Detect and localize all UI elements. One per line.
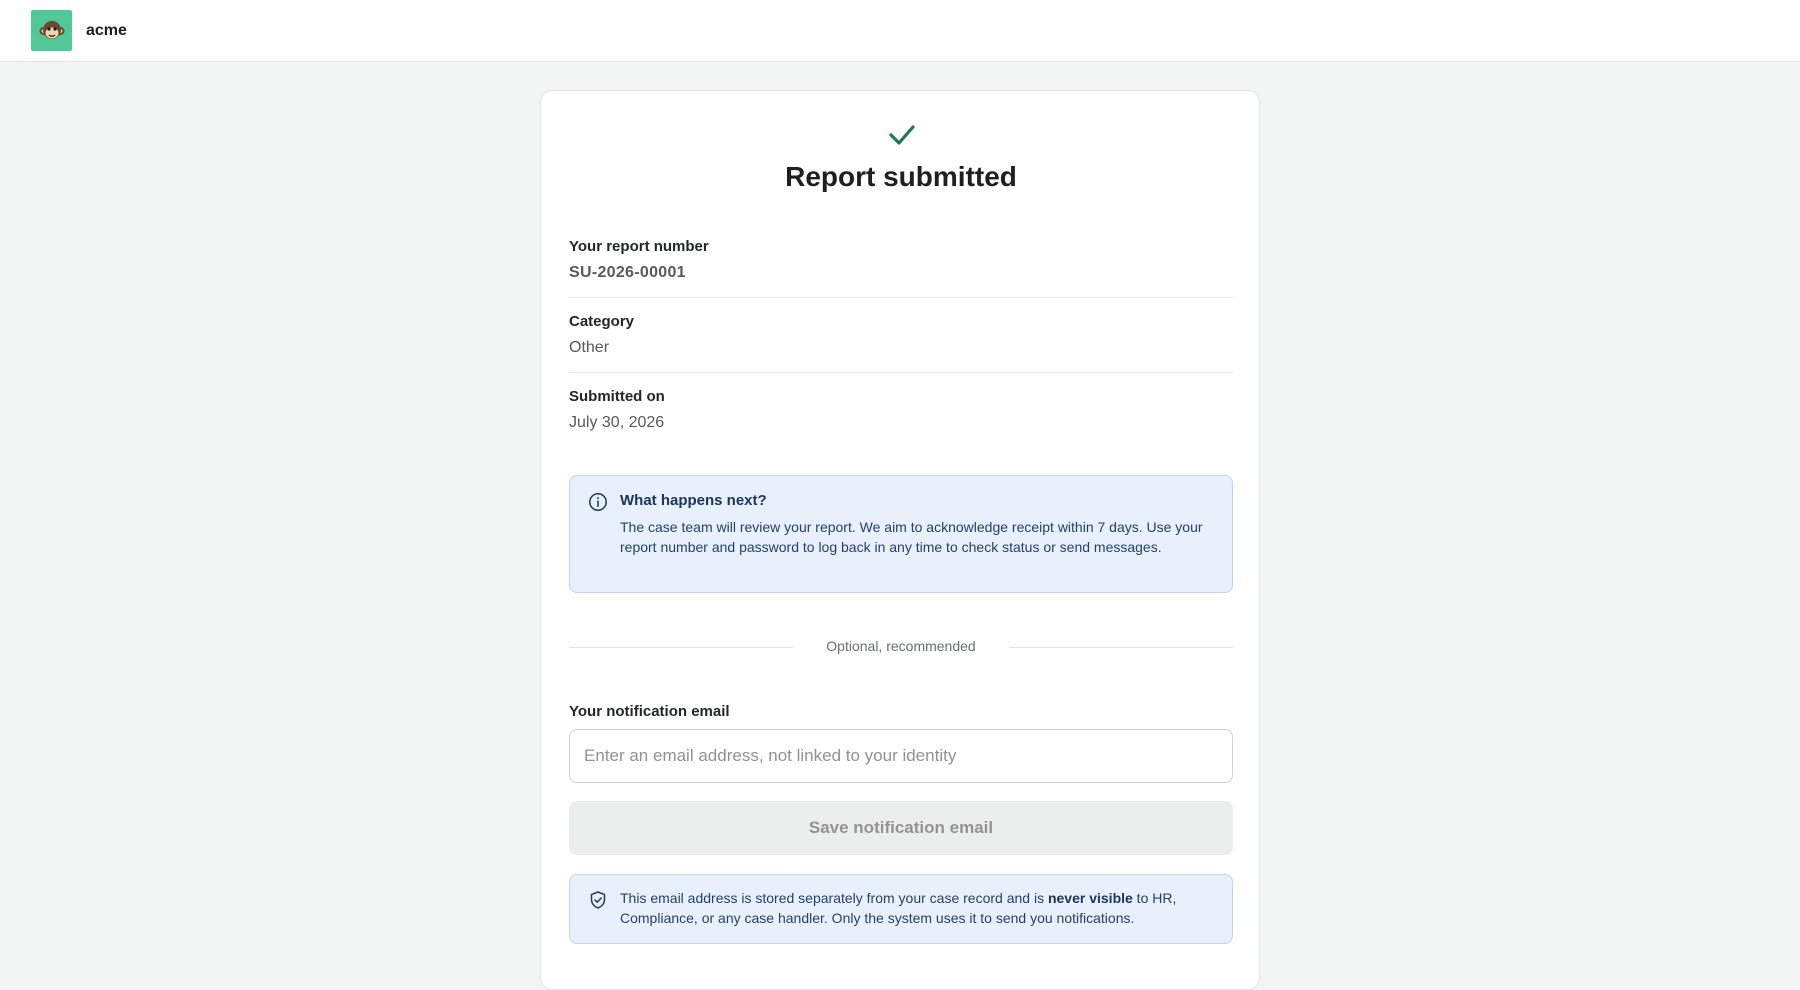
privacy-notice [569,874,1233,944]
submitted-on-value: July 30, 2026 [569,414,665,431]
report-number-value: SU-2026-00001 [569,264,686,281]
next-steps-title: What happens next? [620,492,767,509]
top-bar [0,0,1800,62]
privacy-text-after: to HR, Compliance, or any case handler. Only the system uses it to send you notifications. [620,890,1177,926]
info-icon [588,492,608,512]
submitted-on-label: Submitted on [569,388,665,405]
notification-email-input[interactable] [569,729,1233,783]
confirmation-card [540,90,1260,990]
report-number-row [569,238,1233,282]
privacy-text-emphasis: never visible [1047,890,1133,906]
privacy-text [620,888,1220,928]
checkmark-icon [888,123,916,147]
row-divider [569,372,1233,373]
monkey-logo-icon[interactable] [31,10,72,51]
shield-check-icon [588,890,608,910]
next-steps-body: The case team will review your report. We aim to acknowledge receipt within 7 days. Use your report number and password to log back in any time to check status or send messages. [620,519,1203,555]
category-row [569,313,1233,357]
next-steps-notice [569,475,1233,593]
optional-divider-label: Optional, recommended [826,638,976,654]
category-value: Other [569,339,610,356]
privacy-text-before: This email address is stored separately from your case record and is [620,890,1048,906]
row-divider [569,297,1233,298]
brand-name: acme [86,21,127,39]
submitted-on-row [569,388,1233,432]
page-title: Report submitted [785,161,1017,192]
optional-divider [569,637,1233,657]
save-notification-email-button[interactable]: Save notification email [569,801,1233,855]
notification-email-label: Your notification email [569,703,730,720]
category-label: Category [569,313,635,330]
report-number-label: Your report number [569,238,709,255]
